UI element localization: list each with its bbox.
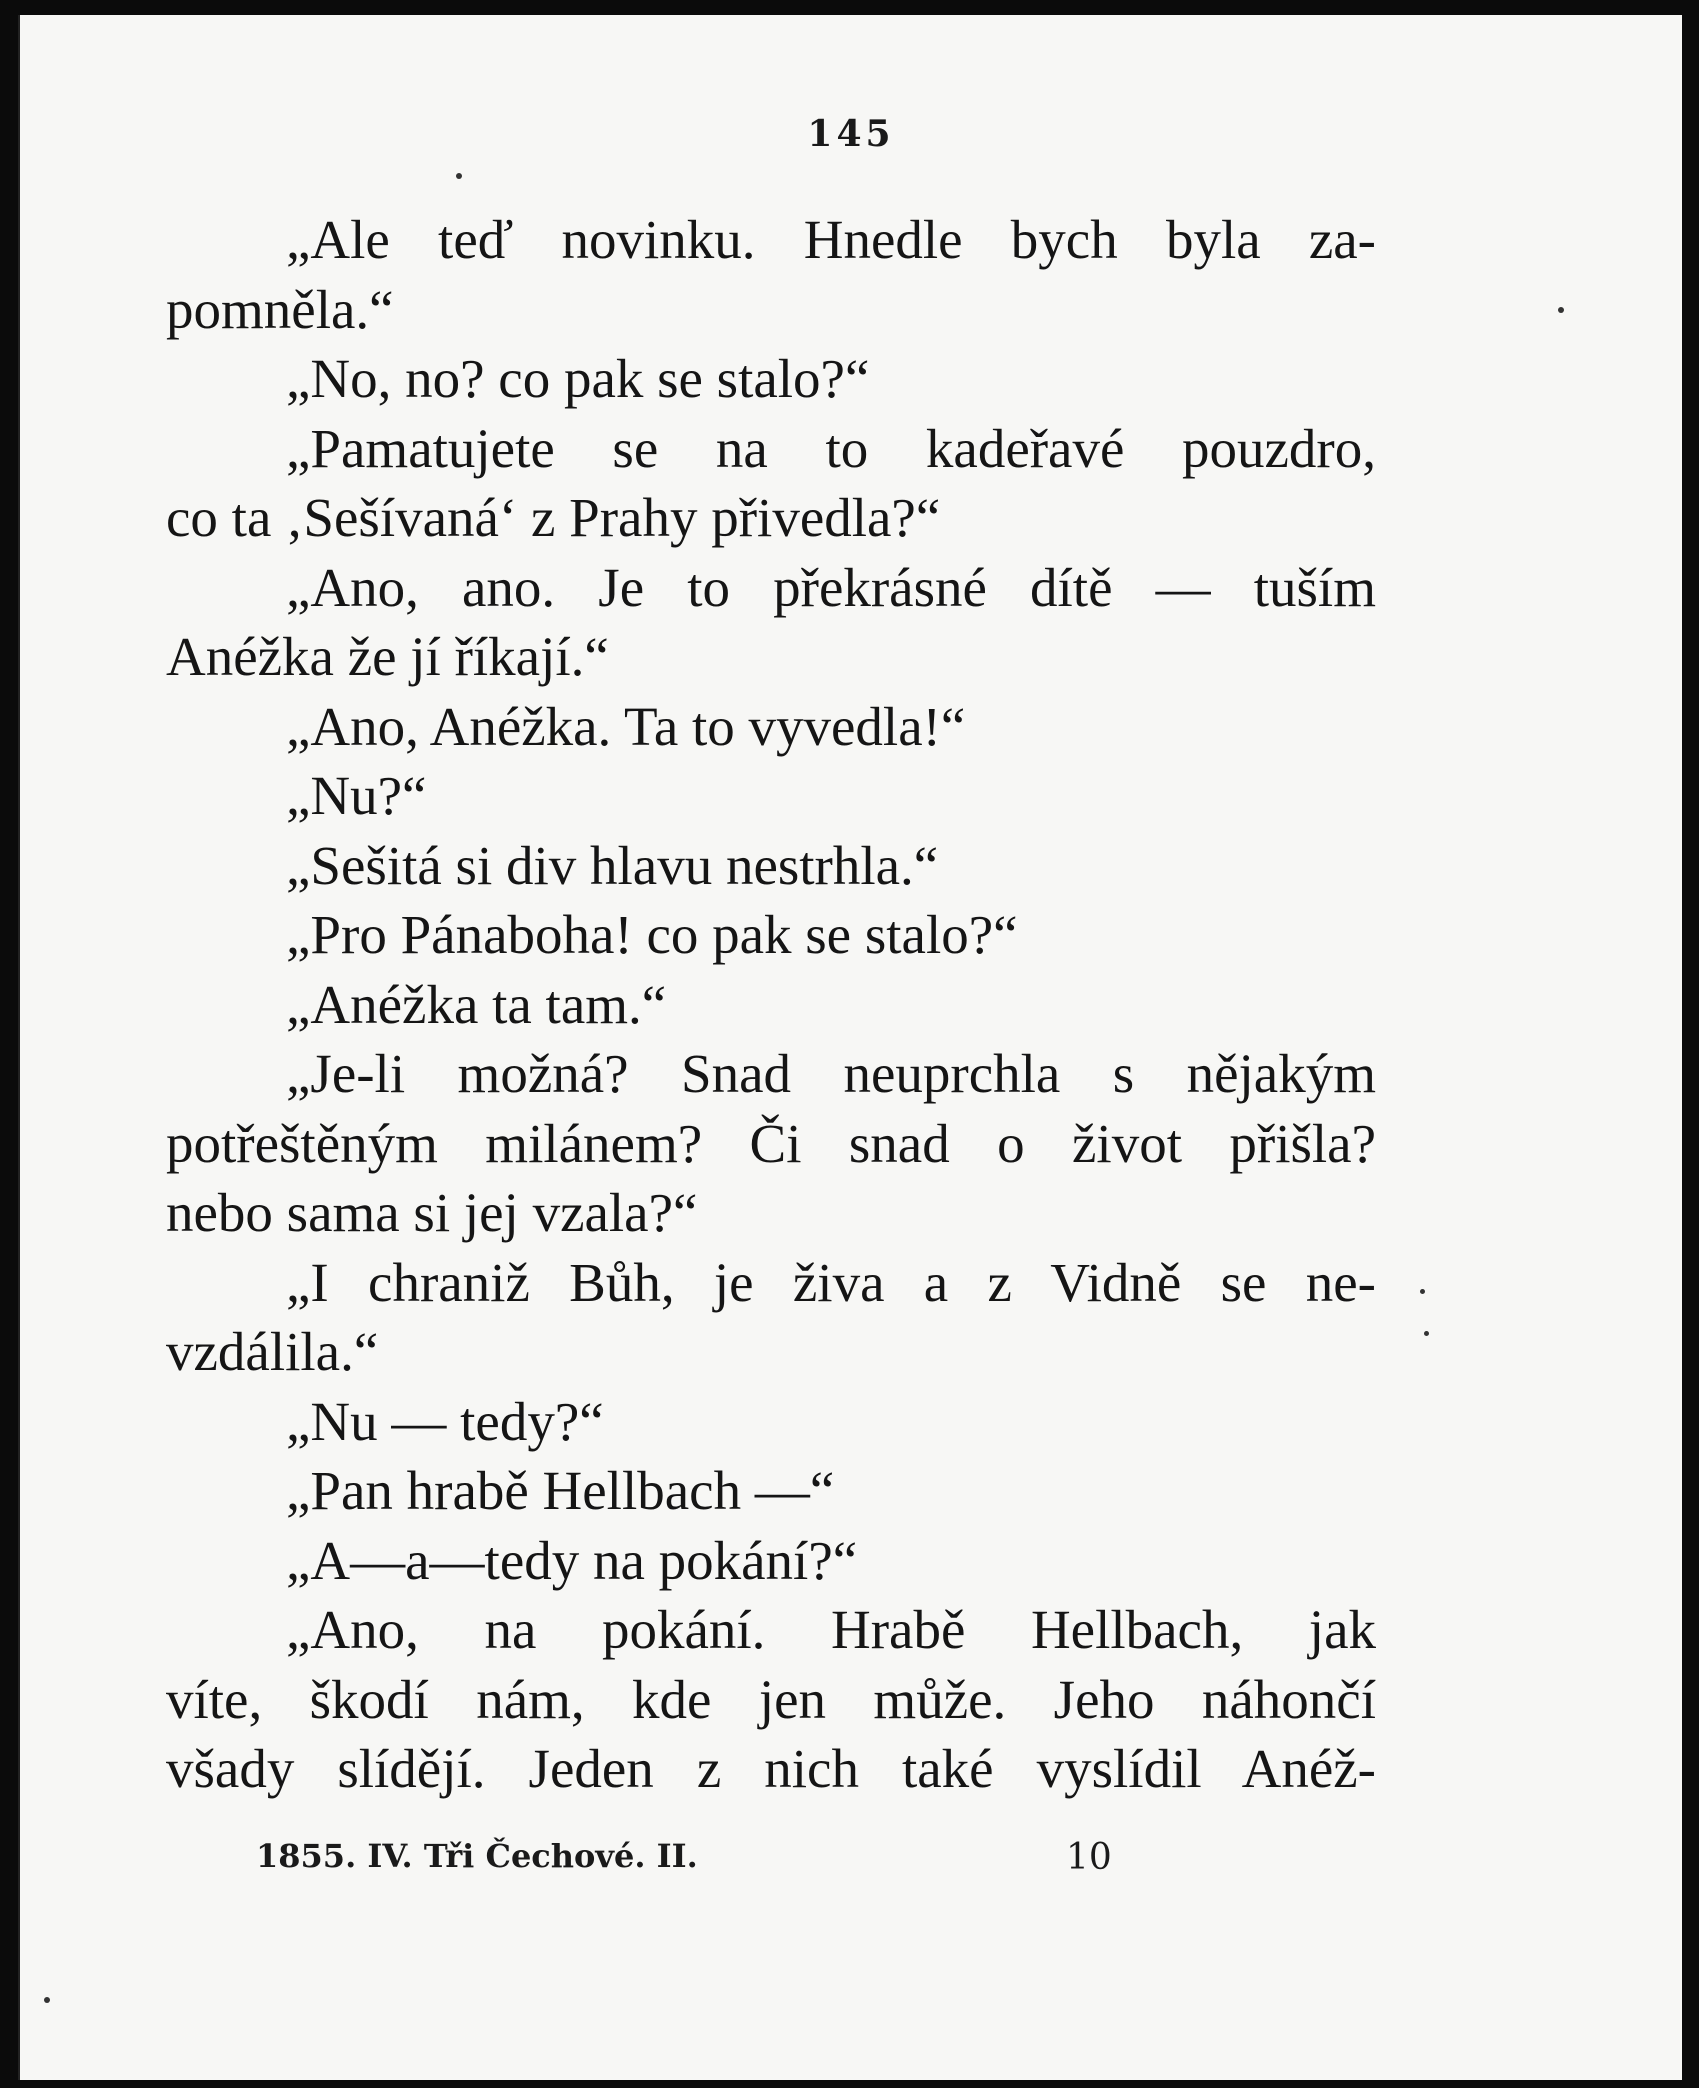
scan-speck <box>456 173 462 179</box>
text-line: víte, škodí nám, kde jen může. Jeho náhončí <box>166 1668 1376 1730</box>
page-number: 145 <box>807 113 895 155</box>
printer-signature: 1855. IV. Tři Čechové. II. <box>256 1837 698 1875</box>
scan-speck <box>1558 307 1564 313</box>
scan-speck <box>1424 1331 1429 1336</box>
text-line: nebo sama si jej vzala?“ <box>166 1182 698 1243</box>
text-line: „Ale teď novinku. Hnedle bych byla za- <box>286 209 1376 270</box>
text-line: „Ano, ano. Je to překrásné dítě — tuším <box>286 556 1376 618</box>
text-line: „Pamatujete se na to kadeřavé pouzdro, <box>286 417 1376 479</box>
text-line: Anéžka že jí říkají.“ <box>166 626 609 687</box>
text-line: „Ano, na pokání. Hrabě Hellbach, jak <box>286 1599 1376 1660</box>
text-line: vzdálila.“ <box>166 1321 379 1382</box>
text-line: pomněla.“ <box>166 278 394 340</box>
text-line: „A—a—tedy na pokání?“ <box>286 1529 858 1591</box>
scan-speck <box>1420 1289 1425 1294</box>
scan-speck <box>44 1997 50 2003</box>
body-text <box>166 205 1376 1804</box>
text-line: „Anéžka ta tam.“ <box>286 973 667 1035</box>
text-line: „Nu?“ <box>286 765 427 826</box>
text-line: co ta ‚Sešívaná‘ z Prahy přivedla?“ <box>166 487 941 548</box>
text-line: „No, no? co pak se stalo?“ <box>286 348 870 409</box>
text-line: „I chraniž Bůh, je živa a z Vidně se ne- <box>286 1251 1376 1313</box>
text-line: potřeštěným milánem? Či snad o život přišla? <box>166 1112 1376 1174</box>
text-line: „Sešitá si div hlavu nestrhla.“ <box>286 834 939 896</box>
text-line: „Pro Pánaboha! co pak se stalo?“ <box>286 904 1018 965</box>
sheet-number: 10 <box>1066 1837 1112 1878</box>
text-line: „Nu — tedy?“ <box>286 1390 604 1452</box>
text-line: „Je-li možná? Snad neuprchla s nějakým <box>286 1043 1376 1104</box>
text-line: všady slídějí. Jeden z nich také vyslídil Anéž- <box>166 1738 1376 1799</box>
text-line: „Ano, Anéžka. Ta to vyvedla!“ <box>286 695 966 757</box>
book-page <box>18 15 1682 2080</box>
text-line: „Pan hrabě Hellbach —“ <box>286 1460 835 1521</box>
